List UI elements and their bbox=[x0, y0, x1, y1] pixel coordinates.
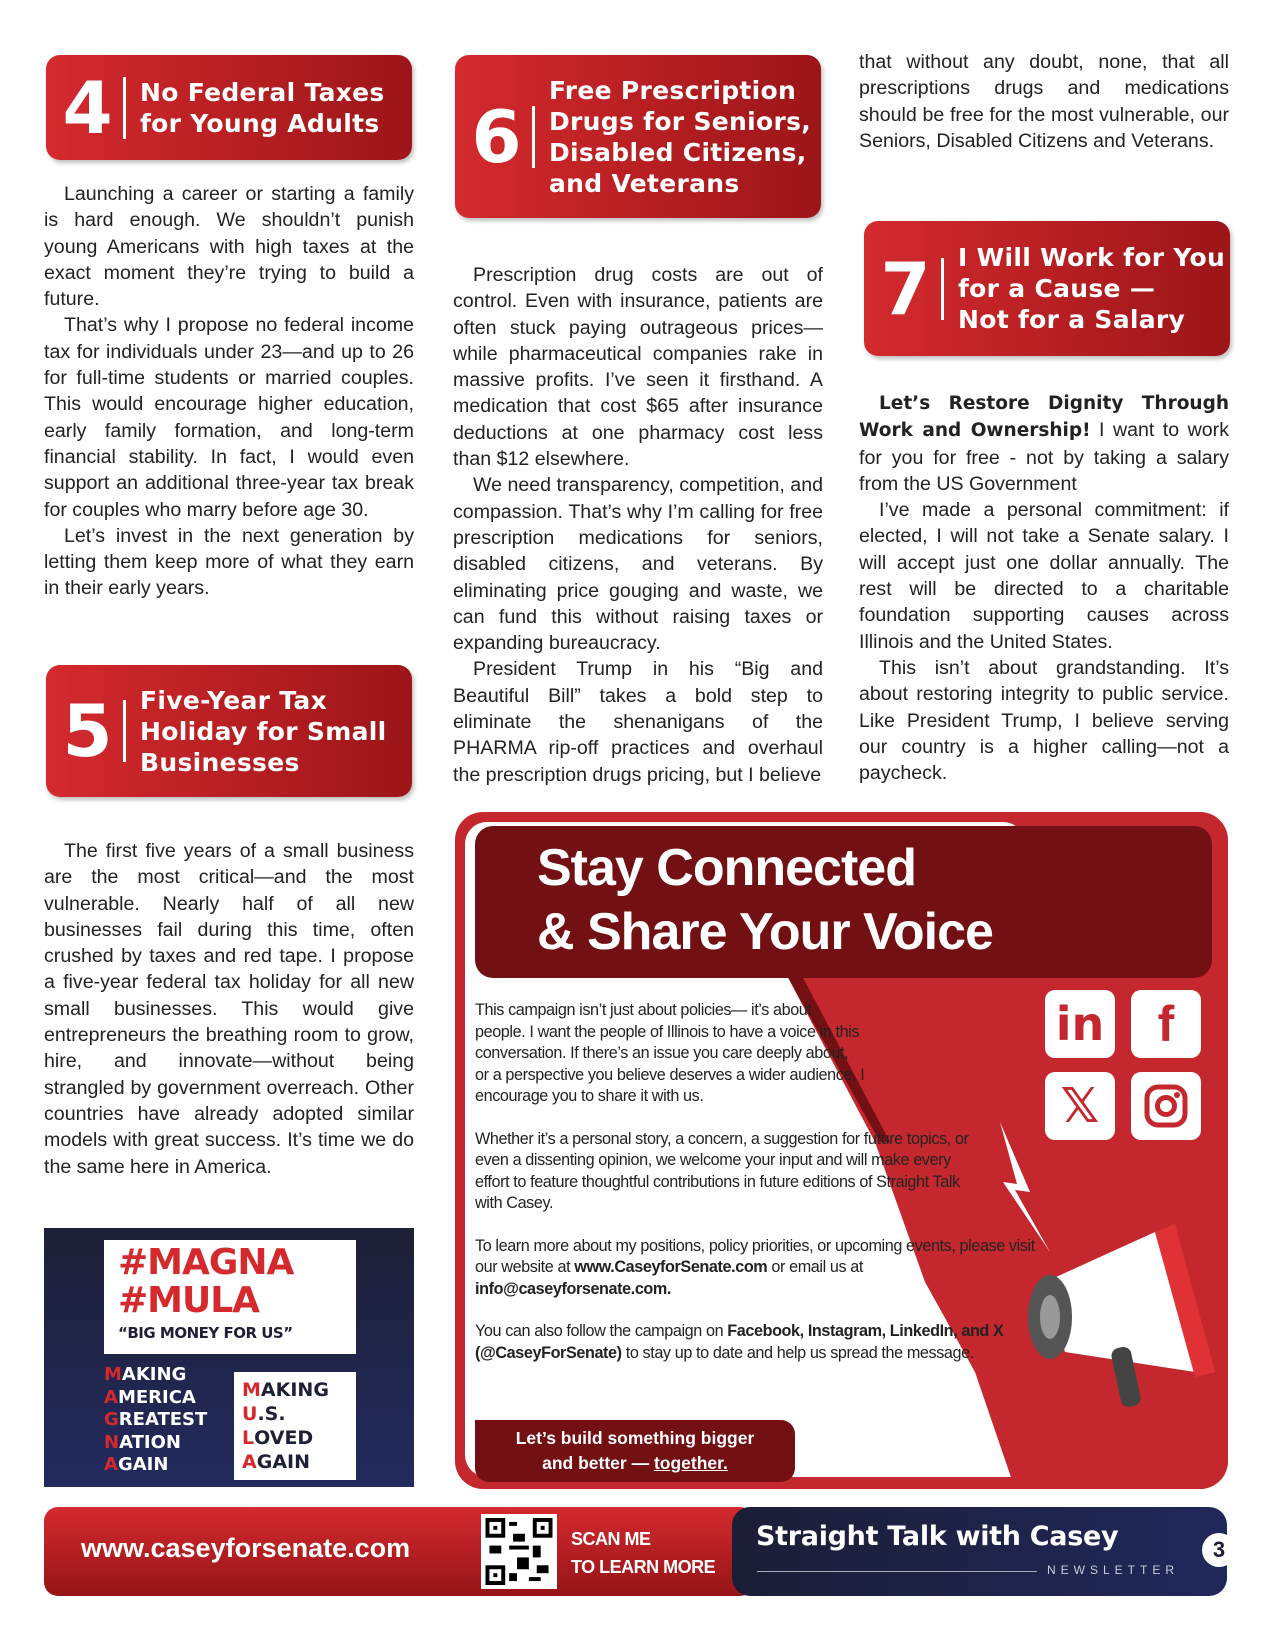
section-5-heading bbox=[46, 665, 412, 797]
section-number: 4 bbox=[58, 77, 126, 139]
paragraph: The first five years of a small business are the most critical—and the most vulnerable. Nearly half of all new businesses fail during this time, often crushed by taxes and red tape. I propose a five-year federal tax holiday for all new small businesses. This would give entrepreneurs the breathing room to grow, hire, and innovate—without being strangled by government overreach. Other countries have already adopted similar models with great success. It’s time we do the same here in America. bbox=[44, 840, 414, 1178]
heading-line: for a Cause — bbox=[958, 274, 1156, 303]
newsletter-banner bbox=[732, 1507, 1227, 1596]
section-number: 5 bbox=[58, 700, 126, 762]
heading-line: Holiday for Small bbox=[140, 716, 387, 746]
big-money-quote: “BIG MONEY FOR US” bbox=[118, 1324, 293, 1342]
cta-banner: Let’s build something bigger and better — together. bbox=[475, 1420, 795, 1482]
heading-line: Drugs for Seniors, bbox=[549, 106, 812, 136]
stay-connected-panel bbox=[455, 812, 1228, 1489]
paragraph: You can also follow the campaign on Facebook, Instagram, LinkedIn, and X (@CaseyForSenate) to stay up to date and help us spread the message. bbox=[475, 1322, 1004, 1362]
paragraph: Prescription drug costs are out of control. Even with insurance, patients are often stuck paying outrageous prices—while pharmaceutical companies rake in massive profits. I’ve seen it firsthand. A medication that cost $65 after insurance deductions at one pharmacy cost less than $12 elsewhere. bbox=[453, 264, 823, 471]
paragraph: Let’s Restore Dignity Through Work and Ownership! I want to work for you for free - not by taking a salary from the US Government bbox=[859, 393, 1229, 495]
heading-line: Not for a Salary bbox=[958, 305, 1186, 334]
paragraph: Whether it’s a personal story, a concern, a suggestion for future topics, or even a dissenting opinion, we welcome your input and will make every effort to feature thoughtful contributions in future editions of Straight Talk with Casey. bbox=[475, 1129, 969, 1212]
email-link[interactable]: info@caseyforsenate.com. bbox=[475, 1279, 672, 1298]
section-number: 6 bbox=[467, 106, 535, 168]
section-number: 7 bbox=[876, 258, 944, 320]
paragraph: That’s why I propose no federal income tax for individuals under 23—and up to 26 for full-time students or married couples. This would encourage higher education, early family formation, and long-term financial stability. In fact, I would even support an additional three-year tax break for couples who marry before age 30. bbox=[44, 314, 414, 521]
paragraph: We need transparency, competition, and compassion. That’s why I’m calling for free prescription medications for seniors, disabled citizens, and veterans. By eliminating price gouging and waste, we can fund this without raising taxes or expanding bureaucracy. bbox=[453, 474, 823, 655]
instagram-icon[interactable] bbox=[1131, 1072, 1201, 1140]
section-4-heading bbox=[46, 55, 412, 160]
paragraph: that without any doubt, none, that all prescriptions drugs and medications should be free for the most vulnerable, our Seniors, Disabled Citizens and Veterans. bbox=[859, 51, 1229, 152]
mula-acronym: MAKING U.S. LOVED AGAIN bbox=[234, 1372, 356, 1480]
qr-code[interactable] bbox=[481, 1514, 557, 1589]
linkedin-icon[interactable]: in bbox=[1045, 990, 1115, 1058]
paragraph: Launching a career or starting a family is hard enough. We shouldn’t punish young Americans with high taxes at the exact moment they’re trying to build a future. bbox=[44, 183, 414, 311]
heading-line: and Veterans bbox=[549, 168, 740, 198]
magna-mula-graphic bbox=[44, 1228, 414, 1487]
section-4-body bbox=[44, 181, 414, 602]
section-6-heading bbox=[455, 55, 821, 218]
magna-acronym: MAKING AMERICA GREATEST NATION AGAIN bbox=[104, 1364, 208, 1475]
x-icon[interactable]: 𝕏 bbox=[1045, 1072, 1115, 1140]
newsletter-subtitle: NEWSLETTER bbox=[1047, 1563, 1180, 1577]
footer-website-link[interactable]: www.caseyforsenate.com bbox=[81, 1533, 411, 1563]
section-7-heading bbox=[864, 221, 1230, 356]
paragraph: President Trump in his “Big and Beautiful Bill” takes a bold step to eliminate the shenanigans of the PHARMA rip-off practices and overhaul the prescription drugs pricing, but I believe bbox=[453, 658, 823, 786]
facebook-icon[interactable]: f bbox=[1131, 990, 1201, 1058]
section-7-body bbox=[859, 390, 1229, 786]
paragraph: Let’s invest in the next generation by letting them keep more of what they earn in their early years. bbox=[44, 524, 414, 600]
mula-hashtag: #MULA bbox=[118, 1280, 260, 1321]
section-5-body bbox=[44, 838, 414, 1180]
paragraph: To learn more about my positions, policy priorities, or upcoming events, please visit our website at www.CaseyforSenate.com or email us at info@caseyforsenate.com. bbox=[475, 1236, 1035, 1298]
heading-line: No Federal Taxes bbox=[140, 77, 385, 107]
heading-line: Five-Year Tax bbox=[140, 685, 327, 715]
paragraph: I’ve made a personal commitment: if elected, I will not take a Senate salary. I will accept just one dollar annually. The rest will be directed to a charitable foundation supporting causes across Illinois and the United States. bbox=[859, 499, 1229, 653]
heading-line: for Young Adults bbox=[140, 108, 380, 138]
section-6-continuation bbox=[859, 49, 1229, 154]
stay-connected-title: Stay Connected & Share Your Voice bbox=[475, 826, 1212, 978]
website-link[interactable]: www.CaseyforSenate.com bbox=[574, 1258, 768, 1276]
scan-me-label: SCAN ME TO LEARN MORE bbox=[571, 1529, 716, 1577]
page-number: 3 bbox=[1202, 1533, 1236, 1567]
paragraph: This isn’t about grandstanding. It’s about restoring integrity to public service. Like President Trump, I believe serving our country is a higher calling—not a paycheck. bbox=[859, 656, 1229, 785]
magna-hashtag: #MAGNA bbox=[118, 1242, 294, 1283]
paragraph: This campaign isn’t just about policies— it’s about people. I want the people of Illinois to have a voice in this conversation. If there’s an issue you care deeply about, or a perspective you believe deserves a wider audience, I encourage you to share it with us. bbox=[475, 1001, 865, 1105]
heading-line: Disabled Citizens, bbox=[549, 137, 807, 167]
section-6-body bbox=[453, 262, 823, 788]
footer-website-bar bbox=[44, 1507, 754, 1596]
heading-line: Businesses bbox=[140, 747, 300, 777]
newsletter-title: Straight Talk with Casey bbox=[756, 1521, 1119, 1552]
heading-line: Free Prescription bbox=[549, 75, 797, 105]
heading-line: I Will Work for You bbox=[958, 243, 1226, 272]
stay-connected-text bbox=[475, 1000, 1035, 1385]
divider bbox=[757, 1571, 1037, 1572]
